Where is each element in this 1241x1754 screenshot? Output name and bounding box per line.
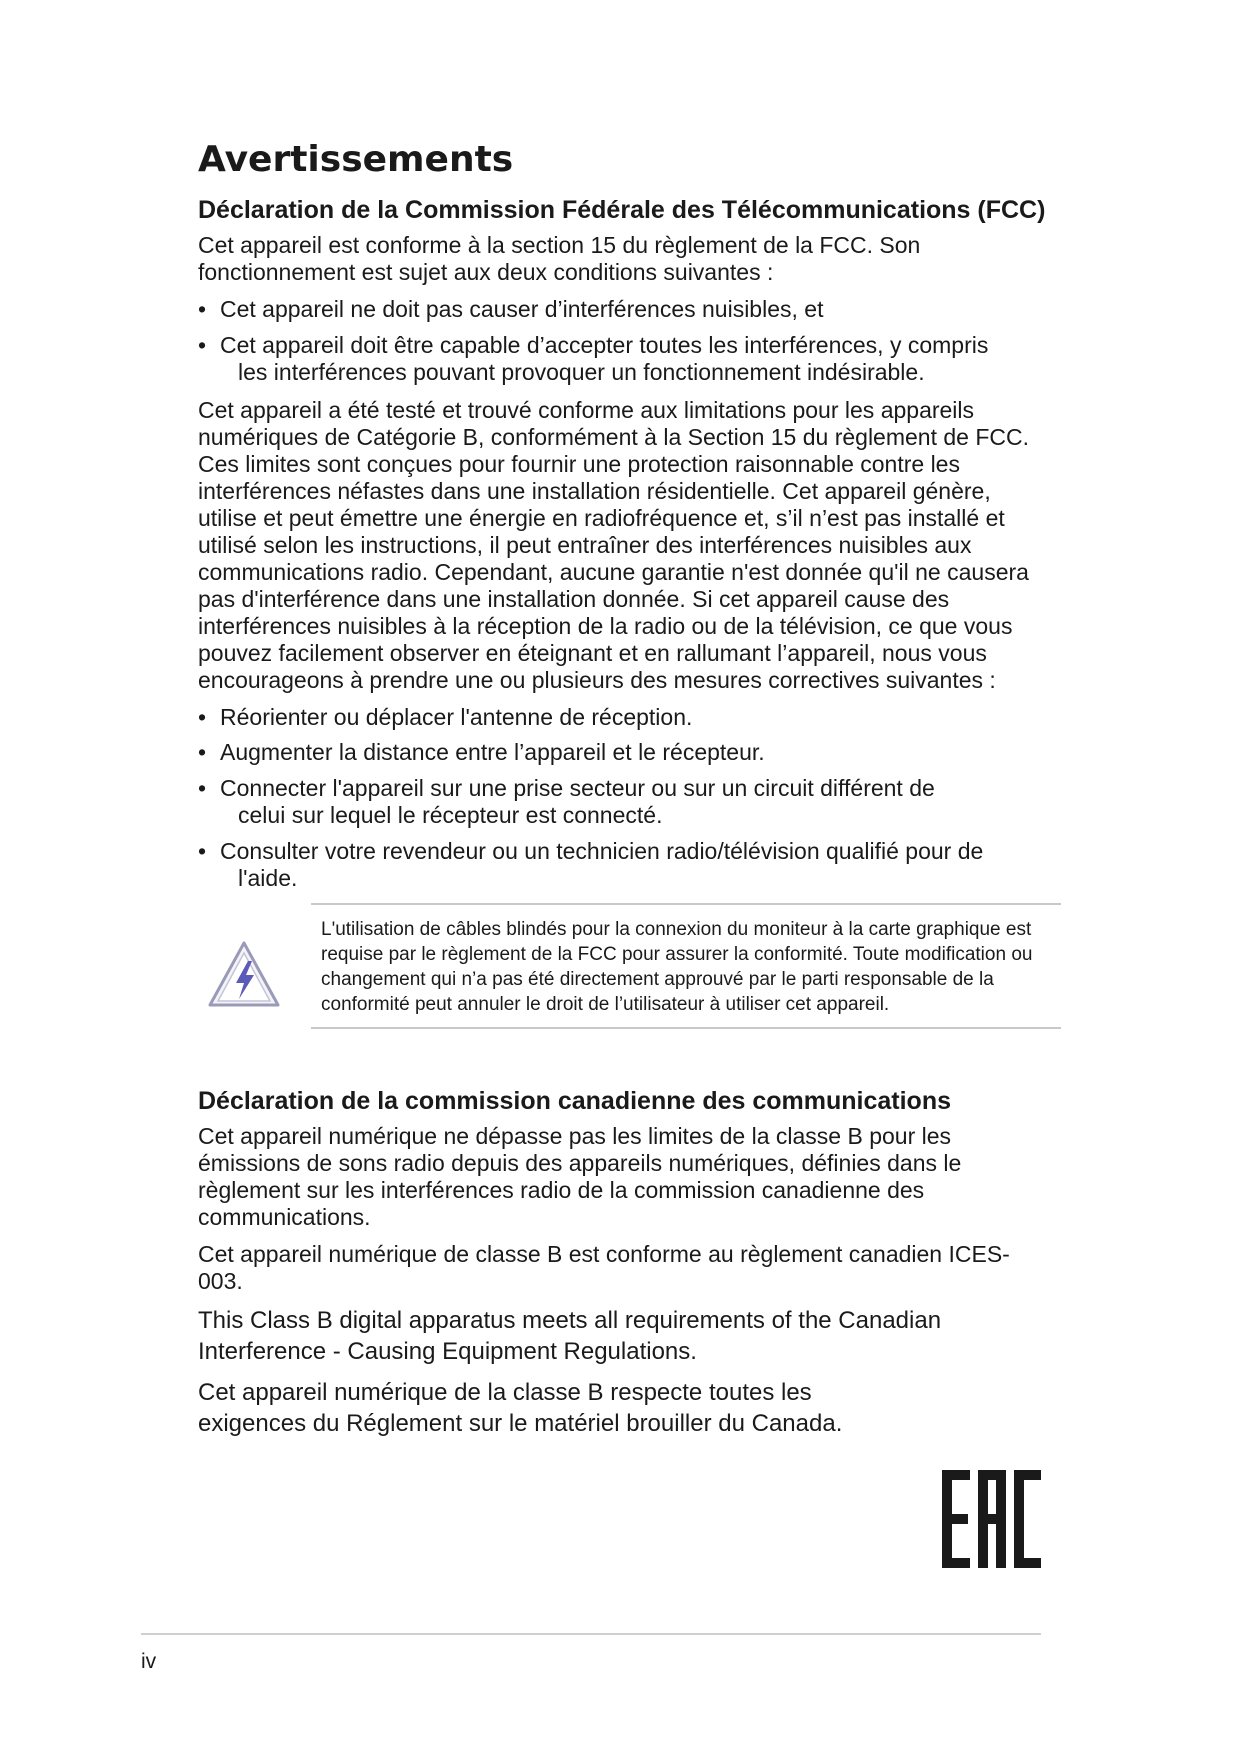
- page-title: Avertissements: [198, 139, 514, 180]
- fcc-body: Cet appareil a été testé et trouvé conforme aux limitations pour les appareils numériques de Catégorie B, conformément à la Section 15 du règlement de FCC. Ces limites sont conçues pour fournir une protection raisonnable contre les interférences néfastes dans une installation résidentielle. Cet appareil génère, utilise et peut émettre une énergie en radiofréquence et, s’il n’est pas installé et utilisé selon les instructions, il peut entraîner des interférences nuisibles aux communications radio. Cependant, aucune garantie n'est donnée qu'il ne causera pas d'interférence dans une installation donnée. Si cet appareil cause des interférences nuisibles à la réception de la radio ou de la télévision, ce que vous pouvez facilement observer en éteignant et en rallumant l’appareil, nous vous encourageons à prendre une ou plusieurs des mesures correctives suivantes :: [198, 396, 1029, 693]
- canada-p4: Cet appareil numérique de la classe B respecte toutes les exigences du Réglement sur le matériel brouiller du Canada.: [198, 1378, 843, 1437]
- fcc-heading: Déclaration de la Commission Fédérale des Télécommunications (FCC): [198, 196, 1046, 224]
- canada-p3: This Class B digital apparatus meets all requirements of the Canadian Interference - Causing Equipment Regulations.: [198, 1306, 942, 1365]
- page-number: iv: [141, 1650, 157, 1673]
- note-text: L'utilisation de câbles blindés pour la connexion du moniteur à la carte graphique est requise par le règlement de la FCC pour assurer la conformité. Toute modification ou changement qui n’a pas été directement approuvé par le parti responsable de la conformité peut annuler le droit de l’utilisateur à utiliser cet appareil.: [321, 918, 1033, 1015]
- page-content: [198, 138, 1048, 1449]
- warning-lightning-icon: [206, 939, 282, 1013]
- footer-rule: [141, 1633, 1041, 1635]
- list-item: • Réorienter ou déplacer l'antenne de réception.: [198, 704, 1048, 732]
- warning-note: [311, 903, 1061, 1029]
- canada-p2: Cet appareil numérique de classe B est conforme au règlement canadien ICES-003.: [198, 1240, 1010, 1294]
- list-item: • Cet appareil doit être capable d’accepter toutes les interférences, y compris les interférences pouvant provoquer un fonctionnement indésirable.: [198, 332, 1048, 387]
- canada-section: [198, 1085, 1048, 1439]
- fcc-intro: Cet appareil est conforme à la section 15 du règlement de la FCC. Son fonctionnement est sujet aux deux conditions suivantes :: [198, 232, 921, 285]
- list-item: • Connecter l'appareil sur une prise secteur ou sur un circuit différent de celui sur lequel le récepteur est connecté.: [198, 775, 1048, 830]
- canada-heading: Déclaration de la commission canadienne des communications: [198, 1086, 952, 1115]
- list-item: • Consulter votre revendeur ou un technicien radio/télévision qualifié pour de l'aide.: [198, 838, 1048, 893]
- list-item: • Augmenter la distance entre l’appareil et le récepteur.: [198, 739, 1048, 767]
- canada-p1: Cet appareil numérique ne dépasse pas les limites de la classe B pour les émissions de sons radio depuis des appareils numériques, définies dans le règlement sur les interférences radio de la commission canadienne des communications.: [198, 1122, 962, 1230]
- fcc-measures-list: [198, 704, 1048, 893]
- fcc-conditions-list: [198, 296, 1048, 387]
- list-item: • Cet appareil ne doit pas causer d’interférences nuisibles, et: [198, 296, 1048, 324]
- eac-mark-logo: [942, 1470, 1041, 1568]
